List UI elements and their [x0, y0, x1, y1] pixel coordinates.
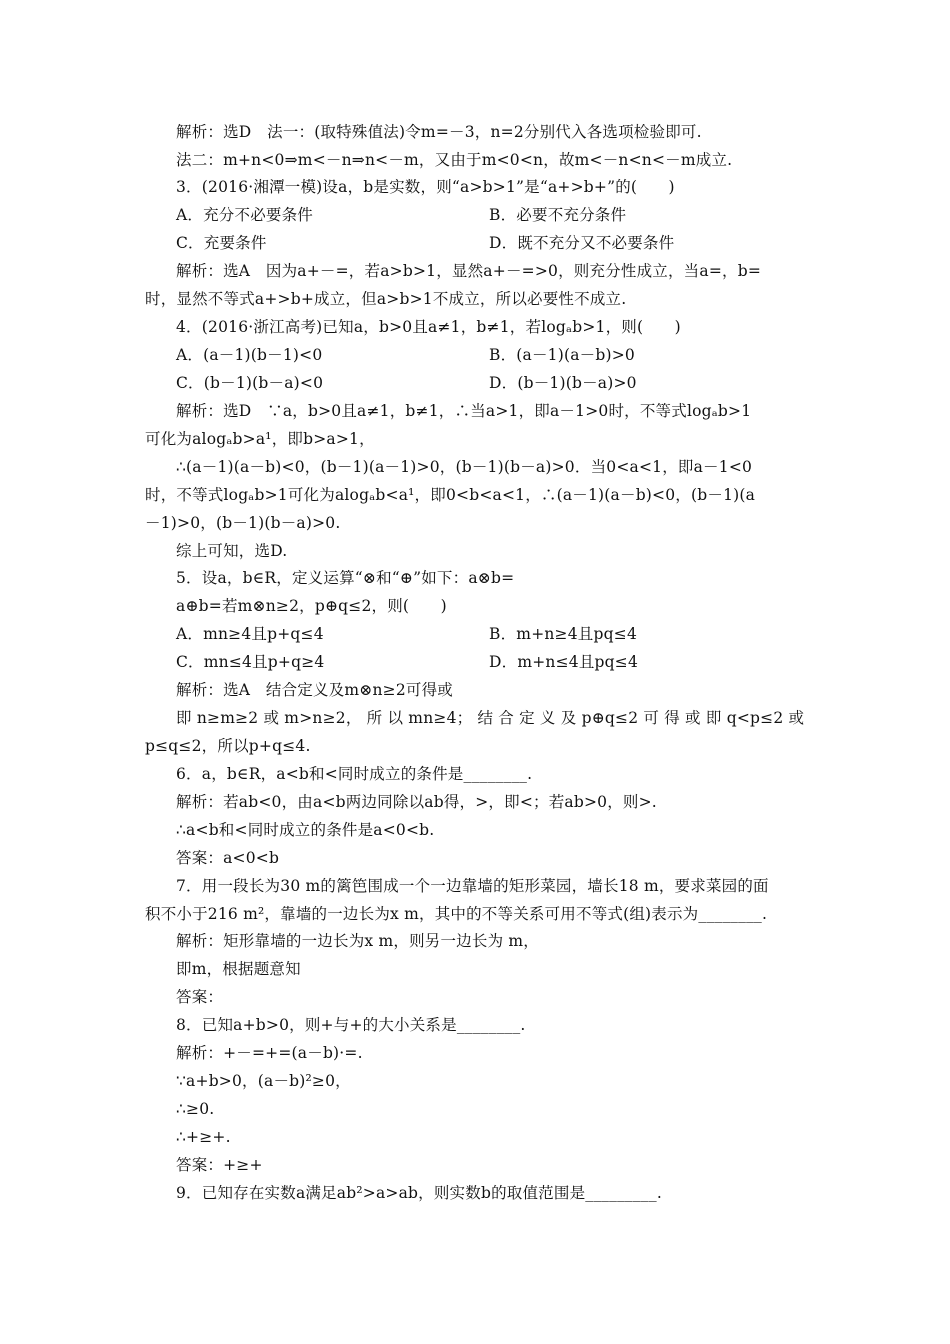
option-row — [176, 344, 846, 366]
text-line: 时，显然不等式a+>b+成立，但a>b>1不成立，所以必要性不成立. — [145, 290, 627, 308]
option-row — [176, 372, 846, 394]
text-line: 积不小于216 m²，靠墙的一边长为x m，其中的不等关系可用不等式(组)表示为________. — [145, 905, 768, 923]
text-line: p≤q≤2，所以p+q≤4. — [145, 737, 311, 755]
option-d: D．(b－1)(b－a)>0 — [489, 374, 637, 392]
answer-line: 答案：a<0<b — [176, 849, 280, 867]
option-b: B．必要不充分条件 — [489, 206, 627, 224]
text-line: 综上可知，选D. — [176, 542, 288, 560]
option-d: D．既不充分又不必要条件 — [489, 234, 675, 252]
option-row — [176, 232, 846, 254]
text-line: 解析：选A 因为a+－=，若a>b>1，显然a+－=>0，则充分性成立，当a=，b= — [176, 262, 762, 280]
text-line: 解析：选D 法一：(取特殊值法)令m=－3，n=2分别代入各选项检验即可. — [176, 123, 702, 141]
text-line: 解析：选A 结合定义及m⊗n≥2可得或 — [176, 681, 454, 699]
option-b: B．(a－1)(a－b)>0 — [489, 346, 635, 364]
text-line: 解析：+－=+=(a－b)·=. — [176, 1044, 363, 1062]
text-line: 法二：m+n<0⇒m<－n⇒n<－m，又由于m<0<n，故m<－n<n<－m成立. — [176, 151, 733, 169]
option-c: C．充要条件 — [176, 234, 267, 252]
text-line: 可化为alogₐb>a¹，即b>a>1， — [145, 430, 375, 448]
option-a: A．mn≥4且p+q≤4 — [176, 625, 324, 643]
question-3: 3．(2016·湘潭一模)设a，b是实数，则“a>b>1”是“a+>b+”的( ) — [176, 178, 675, 196]
question-6: 6．a，b∈R，a<b和<同时成立的条件是________. — [176, 765, 533, 783]
option-b: B．m+n≥4且pq≤4 — [489, 625, 638, 643]
text-line: a⊕b=若m⊗n≥2，p⊕q≤2，则( ) — [176, 597, 447, 615]
text-line: ∴a<b和<同时成立的条件是a<0<b. — [176, 821, 435, 839]
question-9: 9．已知存在实数a满足ab²>a>ab，则实数b的取值范围是_________. — [176, 1184, 662, 1202]
text-line: －1)>0，(b－1)(b－a)>0. — [145, 514, 341, 532]
option-a: A．充分不必要条件 — [176, 206, 313, 224]
option-row — [176, 623, 846, 645]
option-d: D．m+n≤4且pq≤4 — [489, 653, 639, 671]
text-line: 即m，根据题意知 — [176, 960, 301, 978]
text-line: 解析：矩形靠墙的一边长为x m，则另一边长为 m， — [176, 932, 539, 950]
question-4: 4．(2016·浙江高考)已知a，b>0且a≠1，b≠1，若logₐb>1，则( ) — [176, 318, 681, 336]
text-line: ∵a+b>0，(a－b)²≥0， — [176, 1072, 351, 1090]
text-line: 解析：若ab<0，由a<b两边同除以ab得，>，即<；若ab>0，则>. — [176, 793, 657, 811]
question-8: 8．已知a+b>0，则+与+的大小关系是________. — [176, 1016, 526, 1034]
text-line: ∴≥0. — [176, 1100, 215, 1118]
answer-line: 答案：+≥+ — [176, 1156, 263, 1174]
option-row — [176, 204, 846, 226]
option-a: A．(a－1)(b－1)<0 — [176, 346, 323, 364]
text-line: 解析：选D ∵a，b>0且a≠1，b≠1，∴当a>1，即a－1>0时，不等式logₐb>1 — [176, 402, 752, 420]
option-c: C．(b－1)(b－a)<0 — [176, 374, 324, 392]
option-row — [176, 651, 846, 673]
text-line: 即 n≥m≥2 或 m>n≥2， 所 以 mn≥4； 结 合 定 义 及 p⊕q≤2 可 得 或 即 q<p≤2 或 — [176, 709, 805, 727]
option-c: C．mn≤4且p+q≥4 — [176, 653, 325, 671]
text-line: ∴+≥+. — [176, 1128, 231, 1146]
answer-line: 答案： — [176, 988, 224, 1006]
question-7: 7．用一段长为30 m的篱笆围成一个一边靠墙的矩形菜园，墙长18 m，要求菜园的面 — [176, 877, 769, 895]
question-5: 5．设a，b∈R，定义运算“⊗和“⊕”如下：a⊗b= — [176, 569, 515, 587]
text-line: ∴(a－1)(a－b)<0，(b－1)(a－1)>0，(b－1)(b－a)>0．当0<a<1，即a－1<0 — [176, 458, 753, 476]
text-line: 时，不等式logₐb>1可化为alogₐb<a¹，即0<b<a<1，∴(a－1)(a－b)<0，(b－1)(a — [145, 486, 756, 504]
